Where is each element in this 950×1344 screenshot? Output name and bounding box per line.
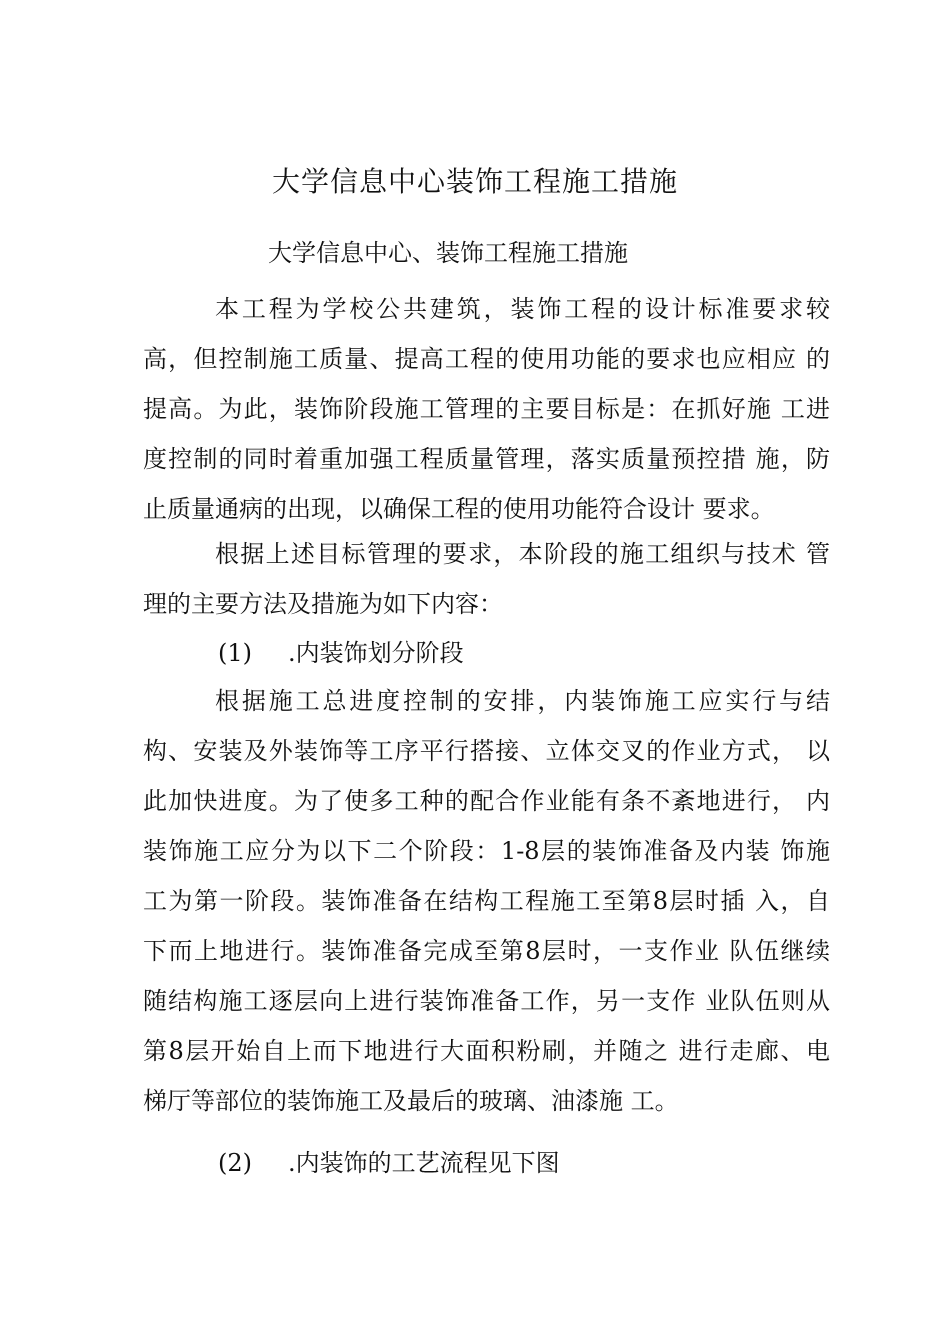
paragraph-line: 梯厅等部位的装饰施工及最后的玻璃、油漆施 工。 xyxy=(143,1087,679,1115)
paragraph-line: 下而上地进行。装饰准备完成至第8层时，一支作业 队伍继续 xyxy=(143,937,830,965)
section-heading-text: .内装饰的工艺流程见下图 xyxy=(288,1149,560,1177)
paragraph-line: 提高。为此，装饰阶段施工管理的主要目标是：在抓好施 工进 xyxy=(143,395,830,423)
paragraph-line: 此加快进度。为了使多工种的配合作业能有条不紊地进行， 内 xyxy=(143,787,830,815)
document-subtitle: 大学信息中心、装饰工程施工措施 xyxy=(268,239,628,267)
paragraph-line: 根据施工总进度控制的安排，内装饰施工应实行与结 xyxy=(215,687,830,715)
section-heading-2 xyxy=(218,1146,560,1180)
paragraph-goals xyxy=(143,284,830,534)
section-heading-text: .内装饰划分阶段 xyxy=(288,639,464,667)
section-heading-1 xyxy=(218,636,464,670)
section-number: (2) xyxy=(218,1149,252,1177)
document-title: 大学信息中心装饰工程施工措施 xyxy=(271,165,678,198)
paragraph-line: 构、安装及外装饰等工序平行搭接、立体交叉的作业方式， 以 xyxy=(143,737,830,765)
paragraph-line: 随结构施工逐层向上进行装饰准备工作，另一支作 业队伍则从 xyxy=(143,987,830,1015)
paragraph-line: 装饰施工应分为以下二个阶段：1-8层的装饰准备及内装 饰施 xyxy=(143,837,830,865)
paragraph-line: 工为第一阶段。装饰准备在结构工程施工至第8层时插 入，自 xyxy=(143,887,830,915)
paragraph-line: 度控制的同时着重加强工程质量管理，落实质量预控措 施，防 xyxy=(143,445,830,473)
paragraph-line: 第8层开始自上而下地进行大面积粉刷，并随之 进行走廊、电 xyxy=(143,1037,830,1065)
paragraph-line: 高，但控制施工质量、提高工程的使用功能的要求也应相应 的 xyxy=(143,345,830,373)
paragraph-stages xyxy=(143,676,830,1126)
paragraph-line: 本工程为学校公共建筑，装饰工程的设计标准要求较 xyxy=(215,295,830,323)
paragraph-line: 止质量通病的出现，以确保工程的使用功能符合设计 要求。 xyxy=(143,495,775,523)
section-number: (1) xyxy=(218,639,252,667)
paragraph-methods xyxy=(143,529,830,629)
paragraph-line: 根据上述目标管理的要求，本阶段的施工组织与技术 管 xyxy=(215,540,830,568)
paragraph-line: 理的主要方法及措施为如下内容： xyxy=(143,590,503,618)
